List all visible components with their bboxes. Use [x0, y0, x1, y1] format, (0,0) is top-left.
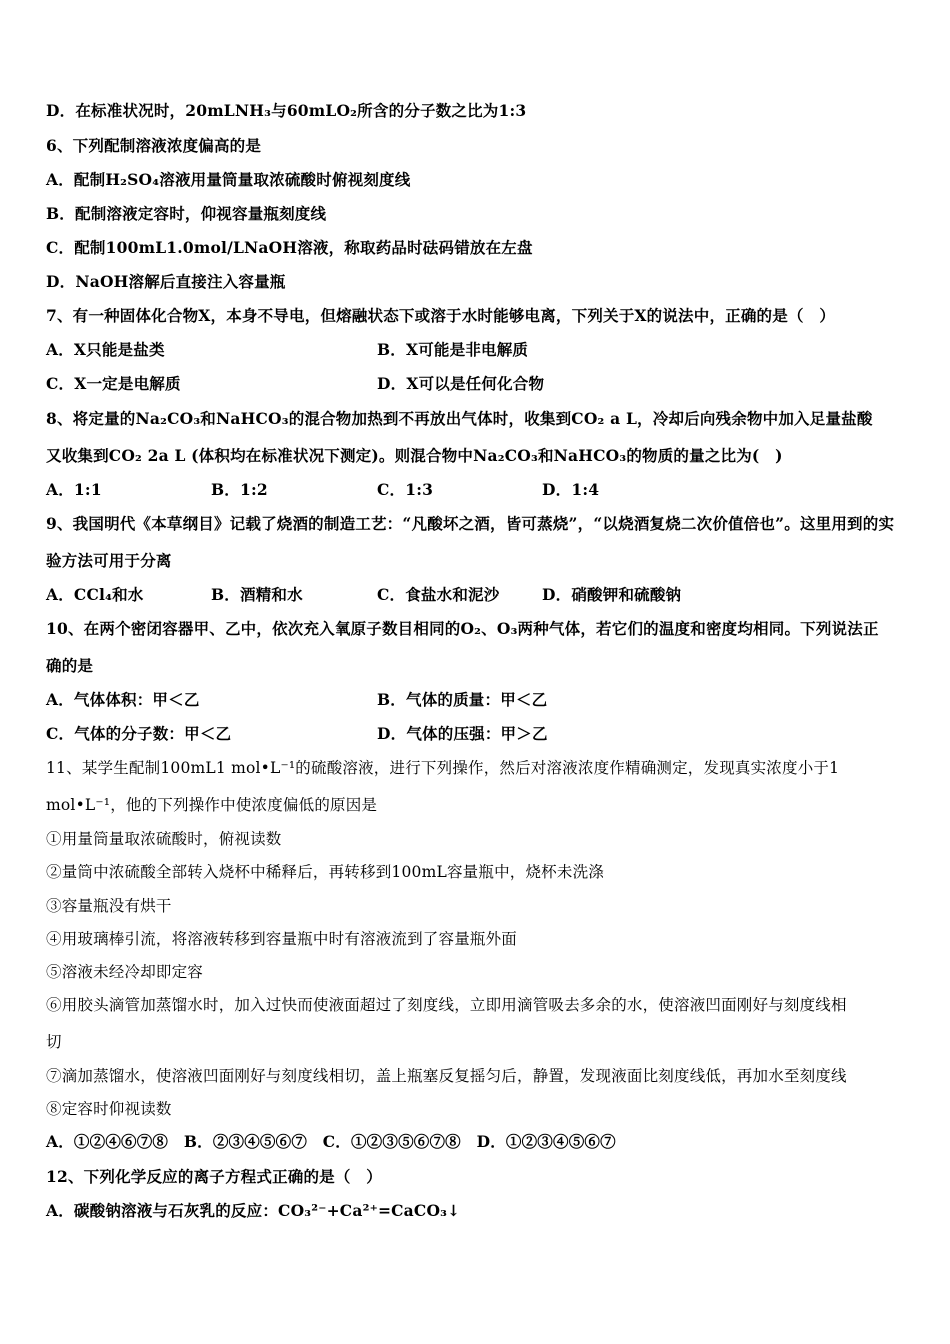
q6-option-b: B．配制溶液定容时，仰视容量瓶刻度线 [46, 204, 327, 223]
q10-option-b: B．气体的质量：甲＜乙 [377, 690, 548, 709]
q11-item-3: ③容量瓶没有烘干 [46, 897, 172, 915]
q5-option-d: D．在标准状况时，20mLNH₃与60mLO₂所含的分子数之比为1:3 [46, 101, 527, 120]
q11-item-1: ①用量筒量取浓硫酸时，俯视读数 [46, 830, 282, 848]
q11-stem-line-2: mol•L⁻¹，他的下列操作中使浓度偏低的原因是 [46, 796, 378, 814]
q7-option-a: A．X只能是盐类 [46, 340, 165, 359]
q10-option-d: D．气体的压强：甲＞乙 [377, 724, 548, 743]
q11-stem-line-1: 11、某学生配制100mL1 mol•L⁻¹的硫酸溶液，进行下列操作，然后对溶液浓度作精确测定，发现真实浓度小于1 [46, 759, 840, 777]
q11-item-5: ⑤溶液未经冷却即定容 [46, 963, 204, 981]
q6-option-d: D．NaOH溶解后直接注入容量瓶 [46, 272, 286, 291]
q8-option-d: D．1:4 [542, 480, 600, 499]
q8-option-b: B．1:2 [211, 480, 268, 499]
q6-stem: 6、下列配制溶液浓度偏高的是 [46, 136, 262, 155]
q8-stem-line-1: 8、将定量的Na₂CO₃和NaHCO₃的混合物加热到不再放出气体时，收集到CO₂ a L，冷却后向残余物中加入足量盐酸 [46, 409, 873, 428]
q10-stem-line-1: 10、在两个密闭容器甲、乙中，依次充入氧原子数目相同的O₂、O₃两种气体，若它们的温度和密度均相同。下列说法正 [46, 619, 879, 638]
q7-option-b: B．X可能是非电解质 [377, 340, 529, 359]
q11-item-6-line-1: ⑥用胶头滴管加蒸馏水时，加入过快而使液面超过了刻度线，立即用滴管吸去多余的水，使溶液凹面刚好与刻度线相 [46, 996, 847, 1014]
q6-option-c: C．配制100mL1.0mol/LNaOH溶液，称取药品时砝码错放在左盘 [46, 238, 533, 257]
q11-item-8: ⑧定容时仰视读数 [46, 1100, 172, 1118]
q10-option-a: A．气体体积：甲＜乙 [46, 690, 200, 709]
q9-stem-line-1: 9、我国明代《本草纲目》记载了烧酒的制造工艺：“凡酸坏之酒，皆可蒸烧”，“以烧酒复烧二次价值倍也”。这里用到的实 [46, 514, 895, 533]
q11-item-2: ②量筒中浓硫酸全部转入烧杯中稀释后，再转移到100mL容量瓶中，烧杯未洗涤 [46, 863, 604, 881]
q9-option-a: A．CCl₄和水 [46, 585, 144, 604]
q12-stem: 12、下列化学反应的离子方程式正确的是（ ） [46, 1167, 382, 1186]
q8-stem-line-2: 又收集到CO₂ 2a L (体积均在标准状况下测定)。则混合物中Na₂CO₃和NaHCO₃的物质的量之比为( ) [46, 446, 783, 465]
q7-option-c: C．X一定是电解质 [46, 374, 181, 393]
q8-option-a: A．1:1 [46, 480, 102, 499]
q9-option-d: D．硝酸钾和硫酸钠 [542, 585, 682, 604]
q11-item-4: ④用玻璃棒引流，将溶液转移到容量瓶中时有溶液流到了容量瓶外面 [46, 930, 518, 948]
q11-item-6-line-2: 切 [46, 1033, 62, 1051]
q7-option-d: D．X可以是任何化合物 [377, 374, 545, 393]
q9-option-c: C．食盐水和泥沙 [377, 585, 500, 604]
q8-option-c: C．1:3 [377, 480, 434, 499]
q12-option-a: A．碳酸钠溶液与石灰乳的反应：CO₃²⁻+Ca²⁺=CaCO₃↓ [46, 1201, 461, 1220]
q10-stem-line-2: 确的是 [46, 656, 94, 675]
q9-stem-line-2: 验方法可用于分离 [46, 551, 172, 570]
q11-item-7: ⑦滴加蒸馏水，使溶液凹面刚好与刻度线相切，盖上瓶塞反复摇匀后，静置，发现液面比刻度线低，再加水至刻度线 [46, 1067, 847, 1085]
q6-option-a: A．配制H₂SO₄溶液用量筒量取浓硫酸时俯视刻度线 [46, 170, 411, 189]
q11-options: A．①②④⑥⑦⑧ B．②③④⑤⑥⑦ C．①②③⑤⑥⑦⑧ D．①②③④⑤⑥⑦ [46, 1132, 616, 1151]
q10-option-c: C．气体的分子数：甲＜乙 [46, 724, 232, 743]
q9-option-b: B．酒精和水 [211, 585, 303, 604]
q7-stem: 7、有一种固体化合物X，本身不导电，但熔融状态下或溶于水时能够电离，下列关于X的说法中，正确的是（ ） [46, 306, 836, 325]
